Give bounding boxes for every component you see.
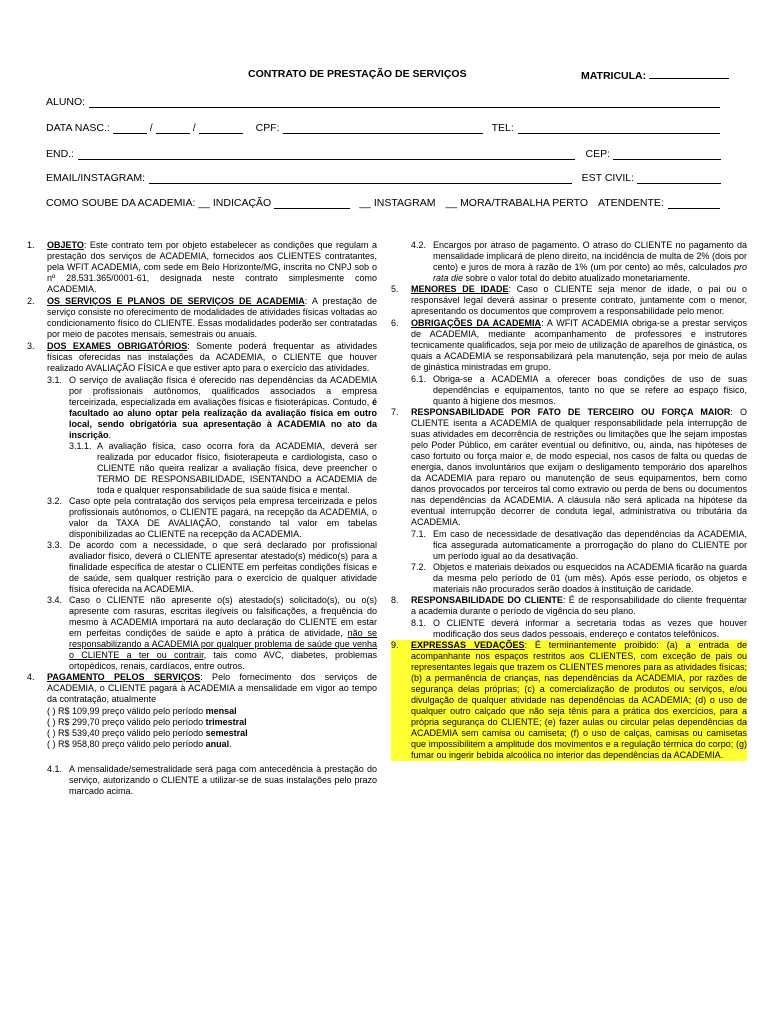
clause-3-3-number: 3.3.: [47, 540, 63, 550]
right-column: [391, 240, 747, 797]
clause-4-2: [411, 240, 747, 284]
year-blank: [199, 123, 243, 134]
atendente-label: ATENDENTE:: [598, 197, 664, 209]
clause-6-heading: OBRIGAÇÕES DA ACADEMIA: [411, 318, 542, 328]
clause-3-4-number: 3.4.: [47, 595, 63, 605]
clause-4-2-italic: pro rata die: [433, 262, 747, 283]
clause-8-heading: RESPONSABILIDADE DO CLIENTE: [411, 595, 563, 605]
clause-4-1-number: 4.1.: [47, 764, 63, 774]
clause-8-1: [411, 618, 747, 640]
clause-6-1-text: Obriga-se a ACADEMIA a oferecer boas condições de uso de suas dependências e equipamentos, tanto no que se refere ao espaço físico, quanto à higiene dos mesmos.: [433, 374, 747, 406]
cpf-label: CPF:: [255, 122, 280, 134]
clause-3-2: [47, 496, 377, 540]
clause-3-1: [47, 375, 377, 441]
clause-3-2-text: Caso opte pela contratação dos serviços pela empresa terceirizada e pelos profissionais autônomos, o CLIENTE pagará, na recepção da ACADEMIA, o valor da TAXA DE AVALIAÇÃO, constando tal valor em tabelas disponibilizadas ao CLIENTE na recepção da ACADEMIA.: [69, 496, 377, 539]
clause-2: [27, 296, 377, 340]
clause-1: [27, 240, 377, 295]
contract-body: [27, 240, 747, 797]
email-label: EMAIL/INSTAGRAM:: [46, 172, 145, 184]
end-blank: [78, 149, 575, 160]
clause-8: [391, 595, 747, 617]
day-blank: [113, 123, 147, 134]
est-civil-label: EST CIVIL:: [581, 172, 634, 184]
clause-3-1-bold: é facultado ao aluno optar pela realização da avaliação física em outro local, sendo obrigatória sua apresentação à ACADEMIA no ato da inscrição: [69, 397, 377, 440]
clause-3-1-end: .: [108, 430, 112, 440]
clause-3-1-number: 3.1.: [47, 375, 63, 385]
clause-2-text: : A prestação de serviço consiste no oferecimento de modalidades de atividades físicas voltadas ao condicionamento físico do CLIENTE. Essas modalidades poderão ser contratadas por meio de pacotes mensais, semestrais ou anuais.: [47, 296, 377, 339]
clause-4-2-end: sobre o valor total do debito atualizado monetariamente.: [463, 273, 691, 283]
mora-option: __ MORA/TRABALHA PERTO: [445, 197, 589, 209]
clause-3-3-text: De acordo com a necessidade, o que será declarado por profissional avaliador físico, deverá o CLIENTE apresentar atestado(s) médico(s) para a finalidade específica de atestar o CLIENTE em perfeitas condições físicas e de saúde, sem qualquer restrição para o exercício de qualquer atividade física oferecida na ACADEMIA.: [69, 540, 377, 594]
clause-9: [391, 640, 747, 761]
price-anual-period: anual: [205, 739, 230, 749]
price-anual: [47, 739, 377, 750]
clause-2-heading: OS SERVIÇOS E PLANOS DE SERVIÇOS DE ACADEMIA: [47, 296, 305, 306]
tel-label: TEL:: [491, 122, 514, 134]
clause-7-1-text: Em caso de necessidade de desativação das dependências da ACADEMIA, fica assegurada automaticamente a prorrogação do plano do CLIENTE por um período igual ao da desativação.: [433, 529, 747, 561]
price-trimestral-period: trimestral: [205, 717, 247, 727]
price-trimestral-text: ( ) R$ 299,70 preço válido pelo período: [47, 717, 206, 727]
como-soube-label: COMO SOUBE DA ACADEMIA: __ INDICAÇÃO: [46, 197, 272, 209]
como-soube-line: [46, 197, 724, 209]
end-label: END.:: [46, 148, 75, 160]
clause-7-heading: RESPONSABILIDADE POR FATO DE TERCEIRO OU FORÇA MAIOR: [411, 407, 731, 417]
clause-3-1-1: [69, 441, 377, 496]
clause-3-4-text: Caso o CLIENTE não apresente o(s) atestado(s) solicitado(s), ou o(s) apresente com rasuras, escritas ilegíveis ou falsificações, a frequência do mesmo à ACADEMIA importará na auto declaração do CLIENTE em estar em perfeitas condições de saúde e apto à prática de atividade,: [69, 595, 377, 638]
price-semestral-period: semestral: [205, 728, 248, 738]
matricula-field: [581, 68, 729, 82]
clause-3-heading: DOS EXAMES OBRIGATÓRIOS: [47, 341, 188, 351]
clause-4-number: 4.: [27, 672, 35, 682]
clause-4-2-text: Encargos por atraso de pagamento. O atraso do CLIENTE no pagamento da mensalidade implicará de pleno direito, na incidência de multa de 2% (dois por cento) e juros de mora à razão de 1% (um por cento) ao mês, calculados: [433, 240, 747, 272]
clause-7-1: [411, 529, 747, 562]
clause-8-number: 8.: [391, 595, 399, 605]
cpf-blank: [283, 123, 483, 134]
clause-3-1-text: O serviço de avaliação física é oferecido nas dependências da ACADEMIA por profissionais autônomos, qualificados associados a empresa terceirizada, especializada em avaliações físicas e fisioterápicas. Contudo,: [69, 375, 377, 407]
email-blank: [149, 173, 572, 184]
clause-6-1-number: 6.1.: [411, 374, 427, 384]
clause-6: [391, 318, 747, 373]
matricula-label: MATRICULA:: [581, 70, 647, 82]
clause-3: [27, 341, 377, 374]
clause-6-text: : A WFIT ACADEMIA obriga-se a prestar serviços de ACADEMIA, mediante acompanhamento de professores e instrutores tecnicamente qualificados, seja por meio de utilização de aparelhos de ginástica, os quais a ACADEMIA se responsabilizará pela manutenção, seja por meio de aulas de ginástica ministradas em grupo.: [411, 318, 747, 372]
price-mensal-period: mensal: [205, 706, 237, 716]
indicacao-blank: [274, 198, 350, 209]
cep-blank: [613, 149, 721, 160]
clause-1-heading: OBJETO: [47, 240, 84, 250]
clause-3-4-underlined: não se responsabilizando a ACADEMIA por qualquer problema de saúde que venha o CLIENTE a ter ou contrair: [69, 628, 377, 660]
clause-6-number: 6.: [391, 318, 399, 328]
price-mensal: [47, 706, 377, 717]
price-semestral-text: ( ) R$ 539,40 preço válido pelo período: [47, 728, 206, 738]
clause-3-4: [47, 595, 377, 672]
clause-4: [27, 672, 377, 705]
clause-3-text: : Somente poderá frequentar as atividades físicas oferecidas nas instalações da ACADEMIA, o CLIENTE que houver realizado AVALIAÇÃO FÍSICA e que estiver apto para o exercício das atividades.: [47, 341, 377, 373]
est-civil-blank: [637, 173, 721, 184]
clause-7-1-number: 7.1.: [411, 529, 427, 539]
clause-4-1: [47, 764, 377, 797]
aluno-blank: [89, 97, 720, 108]
clause-3-4-end: , tais como AVC, diabetes, problemas ortopédicos, renais, cardíacos, entre outros.: [69, 650, 377, 671]
price-trimestral: [47, 717, 377, 728]
contract-title: CONTRATO DE PRESTAÇÃO DE SERVIÇOS: [248, 68, 467, 80]
clause-9-text: : É terminantemente proibido: (a) a entrada de acompanhante nos espaços restritos aos CLIENTES, com exceção de pais ou representantes legais que trazem os CLIENTES menores para as atividades físicas; (b) a permanência de crianças, nas dependências da ACADEMIA, por razões de segurança delas próprias; (c) a comercialização de produtos ou serviços, e/ou divulgação de qualquer atividade nas dependências da ACADEMIA; (d) o uso de qualquer outro calçado que não seja tênis para a prática dos exercícios, para a própria segurança do CLIENTE; (e) fazer aulas ou circular pelas dependências da ACADEMIA sem camisa ou camiseta; (f) o uso de calças, camisas ou camisetas que impossibilitem a amplitude dos movimentos e a regulação térmica do corpo; (g) fumar ou ingerir bebida alcoólica no interior das dependências da ACADEMIA.: [411, 640, 747, 760]
date-sep-2: /: [192, 122, 196, 134]
clause-4-2-number: 4.2.: [411, 240, 427, 250]
aluno-label: ALUNO:: [46, 96, 86, 108]
month-blank: [156, 123, 190, 134]
clause-5-number: 5.: [391, 284, 399, 294]
clause-8-text: : É de responsabilidade do cliente frequentar a academia durante o período de vigência do seu plano.: [411, 595, 747, 616]
tel-blank: [518, 123, 720, 134]
clause-6-1: [411, 374, 747, 407]
clause-8-1-text: O CLIENTE deverá informar a secretaria todas as vezes que houver modificação dos seus dados pessoais, endereço e contatos telefônicos.: [433, 618, 747, 639]
email-line: [46, 172, 724, 184]
clause-8-1-number: 8.1.: [411, 618, 427, 628]
price-anual-end: .: [229, 739, 232, 749]
clause-3-3: [47, 540, 377, 595]
date-sep-1: /: [149, 122, 153, 134]
clause-5-text: : Caso o CLIENTE seja menor de idade, o pai ou o responsável legal deverá assinar o presente contrato, juntamente com o menor, apresentando os documentos que comprovem a responsabilidade pelo menor.: [411, 284, 747, 316]
aluno-line: [46, 96, 724, 108]
left-column: [27, 240, 377, 797]
data-line: [46, 122, 724, 134]
atendente-blank: [668, 198, 720, 209]
clause-7-2: [411, 562, 747, 595]
clause-3-1-1-text: A avaliação física, caso ocorra fora da ACADEMIA, deverá ser realizada por educador físico, fisioterapeuta e cardiologista, caso o CLIENTE não queira realizar a avaliação física, deve preencher o TERMO DE RESPONSABILIDADE, ISENTANDO a ACADEMIA de toda e qualquer responsabilidade de sua saúde física e mental.: [97, 441, 377, 495]
clause-5-heading: MENORES DE IDADE: [411, 284, 509, 294]
cep-label: CEP:: [585, 148, 610, 160]
clause-9-heading: EXPRESSAS VEDAÇÕES: [411, 640, 525, 650]
clause-4-1-text: A mensalidade/semestralidade será paga com antecedência à prestação do serviço, autorizando o CLIENTE a utilizar-se de suas instalações pelo prazo marcado acima.: [69, 764, 377, 796]
instagram-option: __ INSTAGRAM: [359, 197, 436, 209]
clause-3-1-1-number: 3.1.1.: [69, 441, 92, 451]
clause-7: [391, 407, 747, 528]
clause-7-number: 7.: [391, 407, 399, 417]
clause-9-number: 9.: [391, 640, 411, 761]
clause-1-number: 1.: [27, 240, 35, 250]
end-line: [46, 148, 724, 160]
clause-3-number: 3.: [27, 341, 35, 351]
clause-3-2-number: 3.2.: [47, 496, 63, 506]
clause-4-heading: PAGAMENTO PELOS SERVIÇOS: [47, 672, 201, 682]
clause-4-text: : Pelo fornecimento dos serviços de ACADEMIA, o CLIENTE pagará à ACADEMIA a mensalidade em vigor ao tempo da contratação, atualmente: [47, 672, 377, 704]
price-mensal-text: ( ) R$ 109,99 preço válido pelo período: [47, 706, 206, 716]
clause-1-text: : Este contrato tem por objeto estabelecer as condições que regulam a prestação dos serviços de ACADEMIA, fornecidos aos CLIENTES contratantes, pela WFIT ACADEMIA, com sede em Belo Horizonte/MG, inscrita no CNPJ sob o nº 28.531.365/0001-61, designada neste contrato simplesmente como ACADEMIA.: [47, 240, 377, 294]
price-semestral: [47, 728, 377, 739]
clause-7-2-text: Objetos e materiais deixados ou esquecidos na ACADEMIA ficarão na guarda da mesma pelo período de 01 (um mês). Após esse período, os objetos e materiais não procurados serão doados à instituição de caridade.: [433, 562, 747, 594]
price-anual-text: ( ) R$ 958,80 preço válido pelo período: [47, 739, 206, 749]
clause-7-2-number: 7.2.: [411, 562, 427, 572]
clause-2-number: 2.: [27, 296, 35, 306]
matricula-blank: [649, 68, 729, 79]
data-nasc-label: DATA NASC.:: [46, 122, 110, 134]
clause-5: [391, 284, 747, 317]
clause-7-text: : O CLIENTE isenta a ACADEMIA de qualquer responsabilidade pela interrupção de suas atividades em decorrência de restrições ou limitações que lhe sejam impostas pelo Poder Público, em caráter eventual ou definitivo, ou, ainda, nas hipóteses de caso fortuito ou força maior e, de modo especial, nos casos de falta ou quedas de energia, danos involuntários que exijam o desligamento temporário dos aparelhos da ACADEMIA para reparo ou manutenção de seus equipamentos, bem como danos provocados por terceiros tal como extravio ou perda de bens ou documentos nas dependências da ACADEMIA. A cláusula não será aplicada na hipótese da eventual interrupção decorrer de conduta legal, administrativa ou tributária da ACADEMIA.: [411, 407, 747, 527]
